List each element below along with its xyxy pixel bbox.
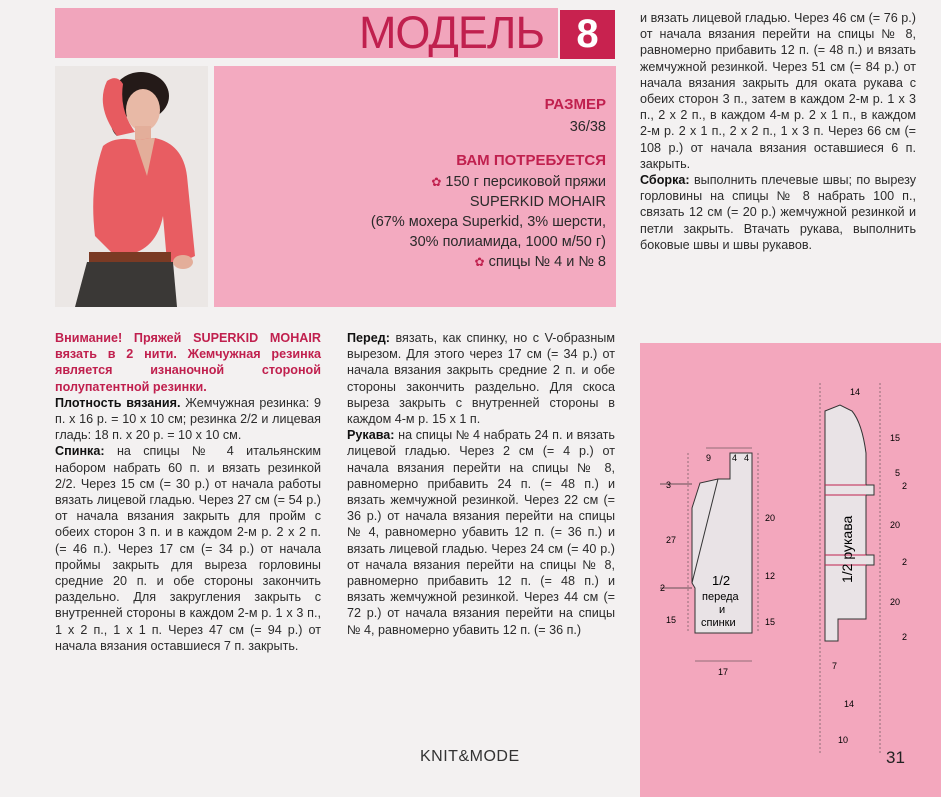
dim-sleeve-5: 5 xyxy=(895,468,901,478)
back-paragraph: Спинка: на спицы № 4 итальянским набором набрать 60 п. и вязать резинкой 2/2. Через 15 см (= 30 р.) от начала работы вязать лицевой гладью. Через 27 см (= 54 р.) от начала вязания закрыть для пройм с обеих сторон 3 п. и в каждом 2-м р. 2 х 2 п. (= 46 п.). Через 17 см (= 34 р.) от начала проймы закрыть для выреза горловины средние 20 п. и обе стороны закончить раздельно. Для закругления закрыть с внутренней стороны в каждом 2-м р. 1 х 3 п., 1 х 2 п., 1 х 1 п. Через 47 см (= 94 р.) от начала вязания оставшиеся 7 п. закрыть. xyxy=(55,444,322,653)
dim-top-9: 9 xyxy=(706,453,712,463)
yarn-line-4: 30% полиамида, 1000 м/50 г) xyxy=(409,234,606,250)
dim-sleeve-2a: 2 xyxy=(902,481,908,491)
size-materials-panel xyxy=(214,66,616,307)
dim-top-4a: 4 xyxy=(732,453,738,463)
dim-bottom-17: 17 xyxy=(718,667,729,677)
dim-left-3: 3 xyxy=(666,480,672,490)
size-value: 36/38 xyxy=(569,119,606,135)
dim-sleeve-14: 14 xyxy=(850,387,861,397)
model-number-badge: 8 xyxy=(560,10,615,59)
dim-sleeve-10: 10 xyxy=(838,735,849,745)
instructions-column-1 xyxy=(55,330,321,654)
body-label-1: 1/2 xyxy=(712,573,731,588)
dim-right-12: 12 xyxy=(765,571,776,581)
dim-left-15: 15 xyxy=(666,615,677,625)
yarn-line-2: SUPERKID MOHAIR xyxy=(469,194,606,210)
dim-left-2: 2 xyxy=(660,583,666,593)
assembly-paragraph: Сборка: выполнить плечевые швы; по вырезу горловины на спицы № 8 набрать 100 п., связать 12 см (= 20 р.) жемчужной резинкой и петли закрыть. Втачать рукава, выполнить боковые швы и швы рукавов. xyxy=(640,173,916,252)
pattern-diagram xyxy=(640,343,941,797)
page-number: 31 xyxy=(886,748,905,767)
dim-sleeve-20a: 20 xyxy=(890,520,901,530)
body-label-2: переда xyxy=(702,591,739,603)
sleeves-paragraph: Рукава: на спицы № 4 набрать 24 п. и вязать лицевой гладью. Через 2 см (= 4 р.) от начала вязания перейти на спицы № 8, равномерно прибавить 24 п. (= 48 п.) и вязать жемчужной резинкой. Через 22 см (= 36 р.) от начала вязания перейти на спицы № 4, равномерно убавить 12 п. (= 36 п.) и вязать лицевой гладью. Через 24 см (= 40 р.) от начала вязания перейти на спицы № 8, равномерно прибавить 12 п. (= 48 п.) и вязать жемчужной резинкой. Через 44 см (= 72 р.) от начала вязания перейти на спицы № 4, равномерно убавить 12 п. (= 36 п.) xyxy=(347,428,615,637)
flower-bullet-icon: ✿ xyxy=(474,255,485,269)
body-label-4: спинки xyxy=(701,617,736,629)
dim-right-20: 20 xyxy=(765,513,776,523)
yarn-warning: Внимание! Пряжей SUPERKID MOHAIR вязать в 2 нити. Жемчужная резинка является изнаночной стороной полупатентной резинки. xyxy=(55,331,321,394)
gauge-paragraph: Плотность вязания. Жемчужная резинка: 9 п. х 16 р. = 10 х 10 см; резинка 2/2 и лицевая гладь: 18 п. х 20 р. = 10 х 10 см. xyxy=(55,395,322,443)
dim-sleeve-15: 15 xyxy=(890,433,901,443)
dim-sleeve-2c: 2 xyxy=(902,632,908,642)
dim-right-15: 15 xyxy=(765,617,776,627)
dim-sleeve-7: 7 xyxy=(832,661,838,671)
flower-bullet-icon: ✿ xyxy=(431,175,442,189)
materials-heading: ВАМ ПОТРЕБУЕТСЯ xyxy=(456,152,606,169)
dim-sleeve-20b: 20 xyxy=(890,597,901,607)
sleeve-label: 1/2 рукава xyxy=(839,515,855,583)
model-title: МОДЕЛЬ xyxy=(358,7,544,58)
dim-sleeve-2b: 2 xyxy=(902,557,908,567)
dim-left-27: 27 xyxy=(666,535,677,545)
instructions-column-3 xyxy=(640,10,916,253)
footer-brand: KNIT&MODE xyxy=(420,748,520,765)
header-band xyxy=(55,8,558,58)
body-label-3: и xyxy=(719,604,726,616)
dim-sleeve-14b: 14 xyxy=(844,699,855,709)
needles-line: ✿ спицы № 4 и № 8 xyxy=(474,254,606,270)
size-heading: РАЗМЕР xyxy=(544,96,606,113)
dim-top-4b: 4 xyxy=(744,453,750,463)
yarn-line-3: (67% мохера Superkid, 3% шерсти, xyxy=(370,214,606,230)
model-photo xyxy=(55,66,208,307)
yarn-line-1: ✿ 150 г персиковой пряжи xyxy=(431,174,606,190)
instructions-column-2 xyxy=(347,330,615,638)
front-paragraph: Перед: вязать, как спинку, но с V-образным вырезом. Для этого через 17 см (= 34 р.) от начала вязания закрыть средние 2 п. и обе стороны закончить раздельно. Для скоса выреза закрыть с внутренней стороны в каждом 4-м р. 15 х 1 п. xyxy=(347,331,615,427)
sleeves-continued: и вязать лицевой гладью. Через 46 см (= 76 р.) от начала вязания перейти на спицы № 8, равномерно прибавить 12 п. (= 48 п.) и вязать жемчужной резинкой. Через 51 см (= 84 р.) от начала вязания закрыть для оката рукава с обеих сторон 3 п., затем в каждом 2-м р. 1 х 3 п., 2 х 2 п., в каждом 4-м р. 2 х 1 п., в каждом 2-м р. 2 х 1 п., 2 х 2 п., 1 х 3 п. Через 66 см (= 108 р.) от начала вязания оставшиеся 6 п. закрыть. xyxy=(640,11,916,171)
